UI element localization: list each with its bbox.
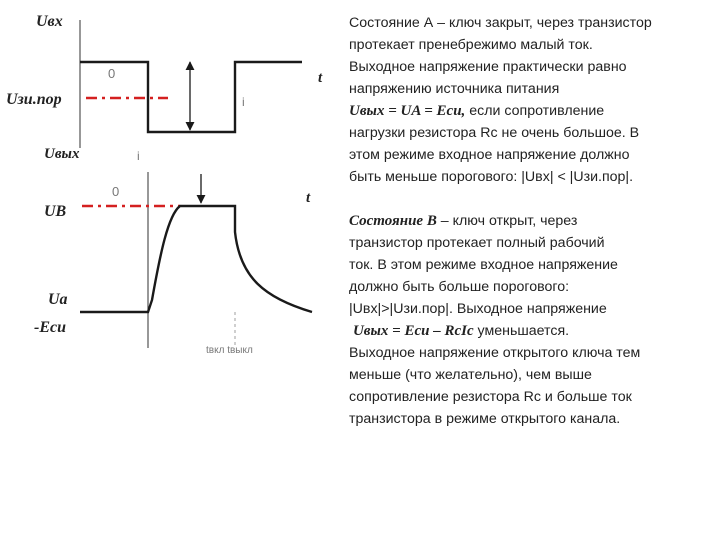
- label-uvyx: Uвых: [44, 146, 80, 162]
- time-label-2: t: [306, 190, 311, 206]
- state-b-line1: – ключ открыт, через: [436, 213, 578, 229]
- state-b-line5: |Uвх|>|Uзи.пор|. Выходное напряжение: [349, 301, 607, 317]
- state-b-formula-rest: уменьшается.: [473, 323, 570, 339]
- label-ub: UB: [44, 203, 67, 220]
- state-b-description: [349, 210, 707, 430]
- state-b-line6: Выходное напряжение открытого ключа тем: [349, 345, 641, 361]
- state-a-line7: этом режиме входное напряжение должно: [349, 147, 630, 163]
- state-a-line6: нагрузки резистора Rc не очень большое. В: [349, 125, 640, 141]
- state-a-line2: протекает пренебрежимо малый ток.: [349, 37, 593, 53]
- state-a-title: Состояние А: [349, 15, 434, 31]
- switching-diagram: [0, 0, 345, 540]
- state-b-title: Состояние В: [349, 213, 437, 229]
- label-ua: Ua: [48, 291, 68, 308]
- state-b-line8: сопротивление резистора Rc и больше ток: [349, 389, 632, 405]
- tick-mark-i-1: i: [242, 95, 245, 109]
- time-label-1: t: [318, 70, 323, 86]
- label-uzipor: Uзи.пор: [6, 91, 62, 108]
- label-t-vkl-vykl: tвкл tвыкл: [206, 345, 253, 356]
- state-b-line9: транзистора в режиме открытого канала.: [349, 411, 621, 427]
- state-a-formula: Uвых = UA = Eси,: [349, 103, 466, 119]
- state-a-line8: быть меньше порогового: |Uвх| < |Uзи.пор|.: [349, 169, 634, 185]
- zero-label-1: 0: [108, 66, 116, 81]
- state-a-line3: Выходное напряжение практически равно: [349, 59, 627, 75]
- output-waveform: [80, 206, 312, 312]
- tick-mark-i-2: i: [137, 149, 140, 163]
- zero-label-2: 0: [112, 184, 120, 199]
- state-b-line4: должно быть больше порогового:: [349, 279, 570, 295]
- state-b-line7: меньше (что желательно), чем выше: [349, 367, 592, 383]
- state-b-line2: транзистор протекает полный рабочий: [349, 235, 605, 251]
- state-b-line3: ток. В этом режиме входное напряжение: [349, 257, 618, 273]
- explanation-panel: [349, 12, 707, 430]
- state-a-description: [349, 12, 707, 188]
- state-a-line1: – ключ закрыт, через транзистор: [433, 15, 652, 31]
- state-b-formula: Uвых = Eси – RcIc: [352, 323, 474, 339]
- state-a-line4: напряжению источника питания: [349, 81, 560, 97]
- label-uvx: Uвх: [36, 13, 63, 30]
- label-esi: -Eси: [34, 319, 66, 336]
- state-a-line5: если сопротивление: [465, 103, 605, 119]
